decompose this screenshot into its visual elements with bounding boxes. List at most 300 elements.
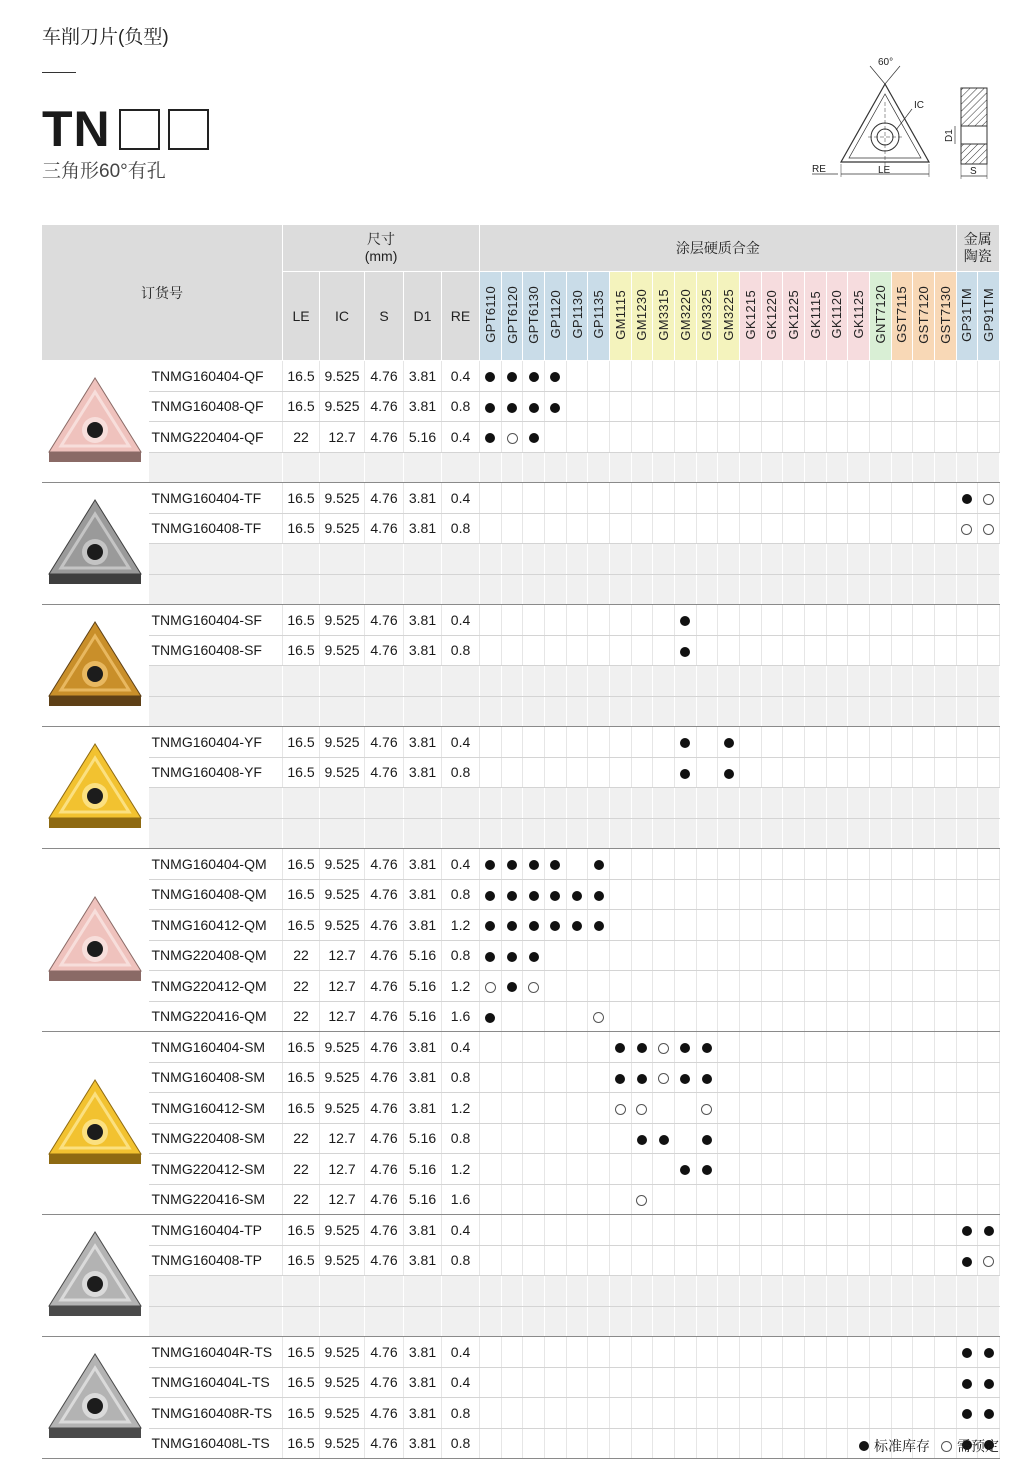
grade-cell-gk1125 <box>848 391 870 422</box>
grade-cell-gk1125 <box>848 971 870 1002</box>
grade-cell-gm1230 <box>631 1367 653 1398</box>
grade-cell-gp91tm <box>978 1093 1000 1124</box>
grade-cell-gp1130 <box>566 1245 588 1276</box>
insert-image-pink <box>45 893 145 985</box>
empty-cell <box>320 696 365 727</box>
grade-col-gm3315 <box>653 272 675 361</box>
grade-cell-gk1225 <box>783 1184 805 1215</box>
grade-cell-gpt6130 <box>523 1062 545 1093</box>
empty-cell <box>523 1306 545 1337</box>
grade-label: GST7120 <box>916 285 932 344</box>
grade-cell-gst7120 <box>913 361 935 392</box>
order-ring <box>701 1104 712 1115</box>
grade-cell-gpt6120 <box>501 1337 523 1368</box>
grade-cell-gk1215 <box>739 849 761 880</box>
empty-cell <box>891 696 913 727</box>
dim-s: 4.76 <box>365 635 404 666</box>
grade-cell-gpt6120 <box>501 361 523 392</box>
empty-cell <box>696 818 718 849</box>
grade-cell-gp1135 <box>588 879 610 910</box>
grade-cell-gm3225 <box>718 1428 740 1459</box>
grade-cell-gp91tm <box>978 849 1000 880</box>
dim-d1: 5.16 <box>404 1184 442 1215</box>
grade-cell-gpt6120 <box>501 1184 523 1215</box>
empty-cell <box>934 574 956 605</box>
stock-dot <box>507 891 517 901</box>
empty-cell <box>804 1306 826 1337</box>
grade-col-gm1115 <box>610 272 632 361</box>
grade-col-gst7130 <box>934 272 956 361</box>
grade-cell-gm3225 <box>718 1367 740 1398</box>
order-code: TNMG160404-QM <box>149 849 283 880</box>
grade-cell-gp31tm <box>956 1001 978 1032</box>
insert-image-cell <box>42 483 149 605</box>
grade-cell-gst7130 <box>934 1032 956 1063</box>
grade-col-gk1225 <box>783 272 805 361</box>
empty-cell <box>826 788 848 819</box>
empty-row <box>42 574 1000 605</box>
grade-cell-gk1125 <box>848 513 870 544</box>
empty-cell <box>913 1276 935 1307</box>
grade-cell-gk1120 <box>826 391 848 422</box>
grade-cell-gp1135 <box>588 422 610 453</box>
grade-cell-gpt6110 <box>480 1154 502 1185</box>
grade-cell-gp1120 <box>545 1062 567 1093</box>
table-row <box>42 1123 1000 1154</box>
grade-cell-gp1135 <box>588 1367 610 1398</box>
grade-cell-gm1230 <box>631 361 653 392</box>
empty-cell <box>404 666 442 697</box>
grade-cell-gm1115 <box>610 483 632 514</box>
grade-cell-gk1125 <box>848 1337 870 1368</box>
dim-re: 0.4 <box>442 1215 480 1246</box>
grade-cell-gk1225 <box>783 971 805 1002</box>
empty-cell <box>442 696 480 727</box>
dim-re: 0.8 <box>442 1123 480 1154</box>
dim-re: 0.4 <box>442 422 480 453</box>
grade-cell-gm3325 <box>696 635 718 666</box>
empty-cell <box>365 1276 404 1307</box>
empty-cell <box>804 544 826 575</box>
grade-cell-gk1115 <box>804 879 826 910</box>
grade-cell-gk1120 <box>826 422 848 453</box>
grade-cell-gm3315 <box>653 1215 675 1246</box>
grade-cell-gst7130 <box>934 1062 956 1093</box>
grade-cell-gm1115 <box>610 940 632 971</box>
empty-cell <box>804 788 826 819</box>
empty-row <box>42 452 1000 483</box>
grade-cell-gm3220 <box>674 1062 696 1093</box>
empty-row <box>42 788 1000 819</box>
grade-cell-gm3220 <box>674 1154 696 1185</box>
grade-cell-gk1115 <box>804 757 826 788</box>
grade-cell-gst7130 <box>934 1245 956 1276</box>
grade-cell-gk1220 <box>761 1154 783 1185</box>
dim-le: 16.5 <box>283 757 320 788</box>
grade-cell-gk1125 <box>848 757 870 788</box>
grade-cell-gk1225 <box>783 910 805 941</box>
empty-cell <box>826 1306 848 1337</box>
empty-cell <box>404 818 442 849</box>
grade-cell-gp91tm <box>978 1184 1000 1215</box>
grade-cell-gm1230 <box>631 879 653 910</box>
grade-cell-gm3315 <box>653 1398 675 1429</box>
empty-cell <box>739 544 761 575</box>
grade-cell-gk1115 <box>804 391 826 422</box>
empty-cell <box>913 1306 935 1337</box>
grade-cell-gp31tm <box>956 483 978 514</box>
grade-cell-gst7120 <box>913 422 935 453</box>
grade-label: GP1120 <box>547 290 563 339</box>
grade-cell-gpt6120 <box>501 1032 523 1063</box>
empty-cell <box>718 666 740 697</box>
grade-cell-gpt6130 <box>523 513 545 544</box>
stock-dot <box>615 1074 625 1084</box>
grade-cell-gnt7120 <box>869 727 891 758</box>
grade-cell-gnt7120 <box>869 1215 891 1246</box>
dim-ic: 9.525 <box>320 727 365 758</box>
empty-cell <box>523 544 545 575</box>
grade-cell-gm3325 <box>696 1337 718 1368</box>
grade-cell-gp91tm <box>978 1032 1000 1063</box>
dim-re: 1.6 <box>442 1184 480 1215</box>
grade-cell-gst7130 <box>934 940 956 971</box>
grade-col-gm3220 <box>674 272 696 361</box>
empty-cell <box>934 452 956 483</box>
grade-cell-gst7115 <box>891 879 913 910</box>
empty-cell <box>523 452 545 483</box>
dim-s: 4.76 <box>365 483 404 514</box>
dim-ic: 9.525 <box>320 879 365 910</box>
grade-cell-gpt6120 <box>501 1245 523 1276</box>
grade-cell-gp31tm <box>956 1123 978 1154</box>
dim-re: 0.8 <box>442 635 480 666</box>
empty-cell <box>523 666 545 697</box>
grade-cell-gp1130 <box>566 1337 588 1368</box>
order-code: TNMG220412-QM <box>149 971 283 1002</box>
grade-cell-gm3220 <box>674 361 696 392</box>
empty-cell <box>674 1306 696 1337</box>
grade-cell-gk1125 <box>848 1245 870 1276</box>
empty-cell <box>783 1306 805 1337</box>
grade-cell-gk1125 <box>848 483 870 514</box>
grade-cell-gk1225 <box>783 1093 805 1124</box>
grade-cell-gm1115 <box>610 1001 632 1032</box>
empty-cell <box>934 666 956 697</box>
grade-cell-gm3220 <box>674 483 696 514</box>
grade-cell-gst7130 <box>934 757 956 788</box>
grade-cell-gnt7120 <box>869 940 891 971</box>
grade-cell-gst7115 <box>891 940 913 971</box>
table-row <box>42 1154 1000 1185</box>
stock-dot <box>550 372 560 382</box>
grade-label: GST7115 <box>894 286 910 343</box>
grade-col-gp91tm <box>978 272 1000 361</box>
dim-le: 16.5 <box>283 727 320 758</box>
table-row <box>42 1184 1000 1215</box>
table-row <box>42 1032 1000 1063</box>
grade-label: GM1230 <box>634 288 650 341</box>
order-ring <box>961 524 972 535</box>
grade-cell-gm3325 <box>696 483 718 514</box>
empty-cell <box>718 788 740 819</box>
empty-cell <box>442 452 480 483</box>
grade-cell-gk1115 <box>804 1123 826 1154</box>
empty-cell <box>761 1276 783 1307</box>
empty-cell <box>631 452 653 483</box>
grade-label: GP1130 <box>569 290 585 339</box>
stock-dot <box>702 1135 712 1145</box>
stock-dot <box>984 1348 994 1358</box>
grade-cell-gnt7120 <box>869 757 891 788</box>
grade-cell-gk1120 <box>826 1245 848 1276</box>
grade-cell-gm1230 <box>631 1428 653 1459</box>
grade-cell-gp1130 <box>566 1184 588 1215</box>
grade-cell-gp91tm <box>978 605 1000 636</box>
grade-label: GP31TM <box>959 287 975 342</box>
grade-cell-gp31tm <box>956 1367 978 1398</box>
grade-cell-gpt6110 <box>480 849 502 880</box>
empty-cell <box>674 666 696 697</box>
grade-cell-gst7115 <box>891 1062 913 1093</box>
grade-cell-gst7120 <box>913 849 935 880</box>
stock-dot <box>485 372 495 382</box>
empty-cell <box>696 1306 718 1337</box>
grade-cell-gst7115 <box>891 1215 913 1246</box>
dim-le: 22 <box>283 1001 320 1032</box>
grade-cell-gpt6130 <box>523 635 545 666</box>
grade-cell-gm3220 <box>674 635 696 666</box>
grade-cell-gk1115 <box>804 910 826 941</box>
stock-dot <box>485 891 495 901</box>
empty-cell <box>718 818 740 849</box>
empty-cell <box>696 544 718 575</box>
empty-cell <box>653 1276 675 1307</box>
grade-cell-gp31tm <box>956 940 978 971</box>
grade-cell-gp1135 <box>588 1184 610 1215</box>
grade-cell-gk1115 <box>804 605 826 636</box>
grade-cell-gp1130 <box>566 483 588 514</box>
grade-cell-gp1135 <box>588 1245 610 1276</box>
stock-dot <box>507 952 517 962</box>
empty-row <box>42 1306 1000 1337</box>
empty-cell <box>783 788 805 819</box>
grade-cell-gm3325 <box>696 1001 718 1032</box>
grade-col-gpt6130 <box>523 272 545 361</box>
empty-cell <box>913 818 935 849</box>
grade-cell-gp31tm <box>956 605 978 636</box>
empty-cell <box>610 696 632 727</box>
divider <box>42 72 76 73</box>
empty-cell <box>718 452 740 483</box>
grade-cell-gst7115 <box>891 483 913 514</box>
grade-cell-gpt6130 <box>523 1001 545 1032</box>
empty-cell <box>588 818 610 849</box>
stock-dot <box>984 1379 994 1389</box>
grade-cell-gm3315 <box>653 1032 675 1063</box>
empty-cell <box>320 1306 365 1337</box>
grade-cell-gk1115 <box>804 1398 826 1429</box>
stock-dot <box>702 1165 712 1175</box>
grade-cell-gpt6110 <box>480 727 502 758</box>
empty-cell <box>149 544 283 575</box>
dim-le: 16.5 <box>283 635 320 666</box>
empty-cell <box>653 1306 675 1337</box>
empty-cell <box>718 1276 740 1307</box>
empty-cell <box>956 452 978 483</box>
grade-cell-gpt6110 <box>480 879 502 910</box>
dim-re: 0.8 <box>442 513 480 544</box>
grade-cell-gm3225 <box>718 513 740 544</box>
grade-cell-gk1220 <box>761 727 783 758</box>
order-ring <box>593 1012 604 1023</box>
legend-order-label: 需预定 <box>957 1438 999 1454</box>
grade-cell-gp91tm <box>978 1123 1000 1154</box>
grade-cell-gpt6110 <box>480 391 502 422</box>
empty-cell <box>501 452 523 483</box>
dim-d1: 5.16 <box>404 940 442 971</box>
grade-cell-gm1230 <box>631 391 653 422</box>
dim-re: 0.8 <box>442 1062 480 1093</box>
grade-cell-gnt7120 <box>869 1337 891 1368</box>
grade-cell-gm1230 <box>631 1154 653 1185</box>
grade-cell-gm3325 <box>696 1398 718 1429</box>
grade-cell-gm1115 <box>610 605 632 636</box>
grade-cell-gpt6130 <box>523 1337 545 1368</box>
grade-cell-gst7120 <box>913 879 935 910</box>
dim-re: 1.2 <box>442 971 480 1002</box>
order-code: TNMG160408L-TS <box>149 1428 283 1459</box>
grade-cell-gp31tm <box>956 1245 978 1276</box>
grade-cell-gk1120 <box>826 940 848 971</box>
grade-cell-gk1125 <box>848 1215 870 1246</box>
dim-s: 4.76 <box>365 757 404 788</box>
empty-cell <box>761 1306 783 1337</box>
empty-cell <box>653 544 675 575</box>
stock-dot <box>680 647 690 657</box>
empty-cell <box>739 666 761 697</box>
d1-label: D1 <box>944 129 955 142</box>
table-row <box>42 1093 1000 1124</box>
grade-cell-gm3220 <box>674 727 696 758</box>
grade-cell-gpt6120 <box>501 605 523 636</box>
grade-cell-gpt6120 <box>501 1062 523 1093</box>
empty-cell <box>869 818 891 849</box>
grade-cell-gpt6120 <box>501 879 523 910</box>
grade-cell-gm3315 <box>653 757 675 788</box>
grade-cell-gm3325 <box>696 605 718 636</box>
dim-re: 0.4 <box>442 605 480 636</box>
dim-le: 16.5 <box>283 1428 320 1459</box>
grade-cell-gnt7120 <box>869 1398 891 1429</box>
grade-cell-gpt6130 <box>523 757 545 788</box>
grade-cell-gp1120 <box>545 849 567 880</box>
empty-cell <box>283 696 320 727</box>
stock-dot <box>637 1135 647 1145</box>
grade-cell-gst7120 <box>913 910 935 941</box>
grade-cell-gm1115 <box>610 727 632 758</box>
insert-image-bronze <box>45 618 145 710</box>
order-code: TNMG160404-TF <box>149 483 283 514</box>
grade-cell-gm1230 <box>631 757 653 788</box>
grade-cell-gst7115 <box>891 422 913 453</box>
grade-cell-gk1120 <box>826 1398 848 1429</box>
dim-s: 4.76 <box>365 971 404 1002</box>
grade-cell-gpt6110 <box>480 483 502 514</box>
dim-s: 4.76 <box>365 1032 404 1063</box>
grade-cell-gpt6110 <box>480 1215 502 1246</box>
grade-cell-gp1130 <box>566 605 588 636</box>
empty-cell <box>674 818 696 849</box>
grade-cell-gp31tm <box>956 910 978 941</box>
grade-cell-gm1115 <box>610 513 632 544</box>
grade-cell-gk1225 <box>783 483 805 514</box>
grade-cell-gst7130 <box>934 1123 956 1154</box>
grade-cell-gst7115 <box>891 391 913 422</box>
grade-cell-gp1130 <box>566 849 588 880</box>
grade-cell-gk1125 <box>848 879 870 910</box>
empty-cell <box>804 666 826 697</box>
grade-cell-gk1225 <box>783 1154 805 1185</box>
empty-cell <box>283 574 320 605</box>
table-row <box>42 910 1000 941</box>
empty-cell <box>934 788 956 819</box>
grade-cell-gk1120 <box>826 1001 848 1032</box>
grade-cell-gpt6110 <box>480 1428 502 1459</box>
grade-cell-gp1135 <box>588 513 610 544</box>
grade-cell-gm1230 <box>631 1337 653 1368</box>
grade-col-gp31tm <box>956 272 978 361</box>
grade-cell-gpt6130 <box>523 391 545 422</box>
grade-cell-gm3315 <box>653 1093 675 1124</box>
empty-cell <box>610 574 632 605</box>
empty-cell <box>761 666 783 697</box>
order-code: TNMG160404L-TS <box>149 1367 283 1398</box>
dim-ic: 9.525 <box>320 1367 365 1398</box>
dim-ic: 9.525 <box>320 1398 365 1429</box>
grade-cell-gm3225 <box>718 971 740 1002</box>
grade-cell-gk1215 <box>739 1062 761 1093</box>
grade-label: GNT7120 <box>872 285 888 344</box>
grade-cell-gk1220 <box>761 1428 783 1459</box>
grade-cell-gm3220 <box>674 879 696 910</box>
dim-le: 16.5 <box>283 849 320 880</box>
stock-dot <box>507 403 517 413</box>
grade-cell-gpt6110 <box>480 757 502 788</box>
empty-cell <box>978 544 1000 575</box>
empty-cell <box>978 818 1000 849</box>
order-code: TNMG160404-YF <box>149 727 283 758</box>
grade-cell-gp91tm <box>978 940 1000 971</box>
grade-cell-gm1230 <box>631 1032 653 1063</box>
grade-label: GK1115 <box>807 290 823 339</box>
empty-cell <box>566 666 588 697</box>
table-row <box>42 483 1000 514</box>
dim-le: 22 <box>283 1123 320 1154</box>
empty-cell <box>501 544 523 575</box>
grade-cell-gk1125 <box>848 727 870 758</box>
grade-cell-gm3220 <box>674 605 696 636</box>
grade-cell-gk1220 <box>761 422 783 453</box>
grade-cell-gp91tm <box>978 1001 1000 1032</box>
grade-cell-gp91tm <box>978 1215 1000 1246</box>
grade-cell-gp1120 <box>545 1093 567 1124</box>
dim-re: 0.8 <box>442 940 480 971</box>
grade-cell-gnt7120 <box>869 910 891 941</box>
grade-cell-gp31tm <box>956 1154 978 1185</box>
dim-s: 4.76 <box>365 391 404 422</box>
grade-cell-gm3315 <box>653 605 675 636</box>
